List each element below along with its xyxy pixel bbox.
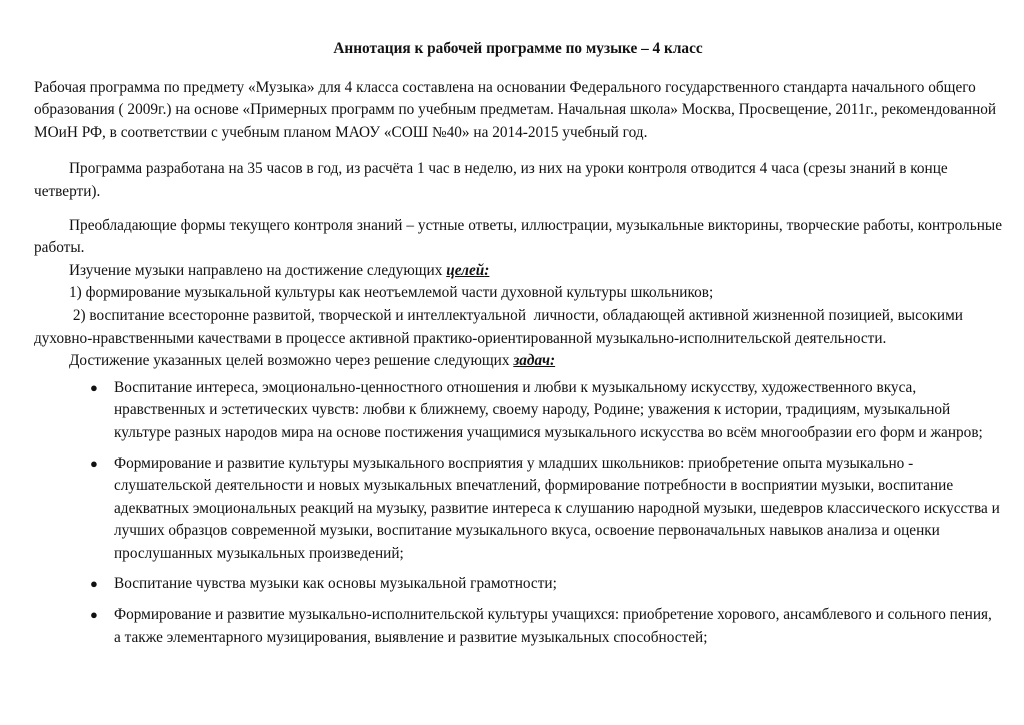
tasks-list [34,377,1002,650]
list-item [34,604,1002,649]
document-page [34,38,1002,657]
tasks-keyword: задач [513,352,550,370]
bullet-icon: ● [90,576,98,592]
tasks-colon: : [550,352,556,370]
list-item [34,377,1002,445]
hours-paragraph: Программа разработана на 35 часов в год, из расчёта 1 час в неделю, из них на уроки контроля отводится 4 часа (срезы знаний в конце четверти). [34,160,948,200]
tasks-lead-text: Достижение указанных целей возможно через решение следующих [69,352,514,370]
list-item [34,573,1002,596]
goals-lead-text: Изучение музыки направлено на достижение следующих [69,261,447,279]
task-text: Воспитание чувства музыки как основы музыкальной грамотности; [114,575,557,593]
document-title: Аннотация к рабочей программе по музыке – 4 класс [333,40,703,57]
list-item [34,453,1002,566]
intro-paragraph: Рабочая программа по предмету «Музыка» для 4 класса составлена на основании Федерального государственного стандарта начального общего образования ( 2009г.) на основе «Примерных программ по учебным предметам. Начальная школа» Москва, Просвещение, 2011г., рекомендованной МОиН РФ, в соответствии с учебным планом МАОУ «СОШ №40» на 2014-2015 учебный год. [34,78,997,141]
task-text: Формирование и развитие культуры музыкального восприятия у младших школьников: приобретение опыта музыкально - слушательской деятельности и новых музыкальных впечатлений, формирование потребности в восприятии музыки, воспитание адекватных эмоциональных реакций на музыку, развитие интереса к слушанию народной музыки, шедевров классического искусства и лучших образцов современной музыки, воспитание музыкального вкуса, освоение первоначальных навыков анализа и оценки прослушанных музыкальных произведений; [114,454,1000,562]
task-text: Воспитание интереса, эмоционально-ценностного отношения и любви к музыкальному искусству, художественного вкуса, нравственных и эстетических чувств: любви к ближнему, своему народу, Родине; уважения к истории, традициям, музыкальной культуре разных народов мира на основе постижения учащимися музыкального искусства во всём многообразии его форм и жанров; [114,378,983,441]
bullet-icon: ● [90,379,98,395]
goals-heading [34,260,1002,283]
goal-item-1: 1) формирование музыкальной культуры как неотъемлемой части духовной культуры школьников; [69,284,714,302]
bullet-icon: ● [90,455,98,471]
tasks-heading [34,350,1002,373]
task-text: Формирование и развитие музыкально-исполнительской культуры учащихся: приобретение хорового, ансамблевого и сольного пения, а также элементарного музицирования, выявление и развитие музыкальных способностей; [114,606,992,646]
bullet-icon: ● [90,607,98,623]
goals-keyword: целей [446,261,485,279]
goal-item-2: 2) воспитание всесторонне развитой, творческой и интеллектуальной личности, обладающей активной жизненной позицией, высокими духовно-нравственными качествами в процессе активной практико-ориентированной музыкально-исполнительской деятельности. [34,306,967,347]
goals-colon: : [484,261,490,279]
control-forms-paragraph: Преобладающие формы текущего контроля знаний – устные ответы, иллюстрации, музыкальные викторины, творческие работы, контрольные работы. [34,216,1002,257]
